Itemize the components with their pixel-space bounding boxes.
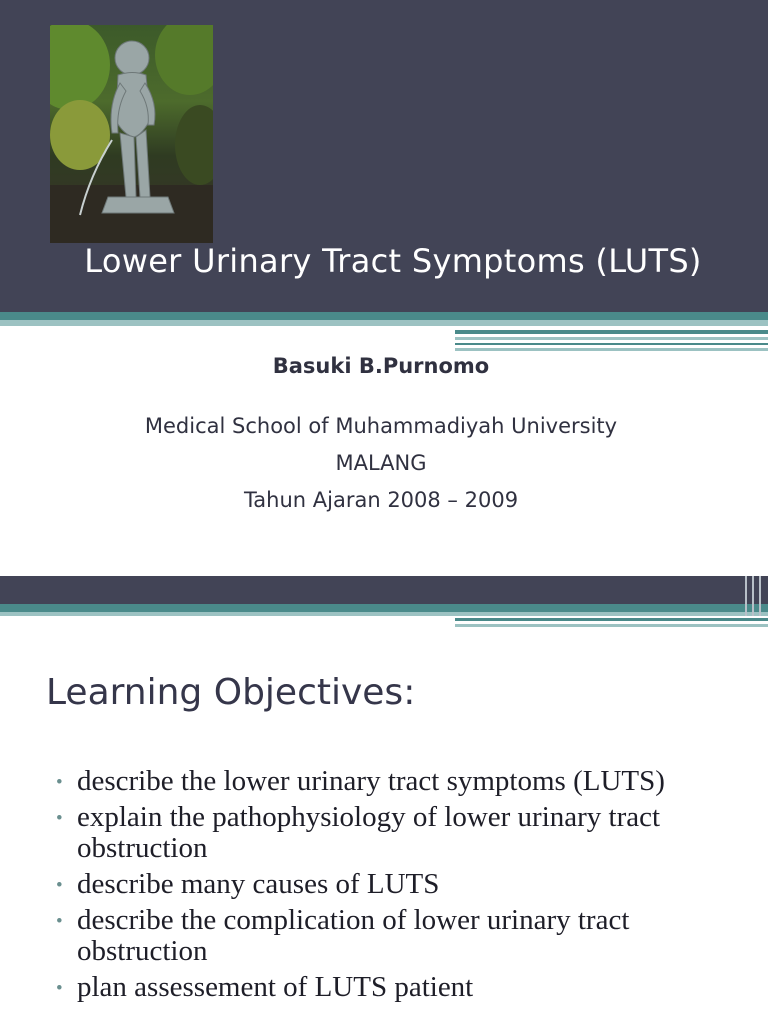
bullet-icon: • [56, 772, 63, 793]
decorative-stripe [455, 348, 768, 351]
list-item-text: plan assessement of LUTS patient [77, 971, 474, 1003]
institution-line: Medical School of Muhammadiyah University [144, 414, 618, 438]
list-item [56, 766, 736, 797]
decorative-stripe [0, 604, 768, 612]
objectives-title: Learning Objectives: [46, 672, 416, 713]
list-item [56, 972, 736, 1003]
list-item [56, 869, 736, 900]
list-item-text: describe the complication of lower urinary tract obstruction [77, 904, 630, 967]
author-name: Basuki B.Purnomo [272, 354, 490, 378]
list-item [56, 802, 736, 864]
decorative-stripe [455, 343, 768, 345]
list-item-text: describe many causes of LUTS [77, 868, 440, 900]
bullet-icon: • [56, 911, 63, 932]
bullet-icon: • [56, 875, 63, 896]
decorative-stripe [745, 576, 747, 616]
statue-photo [50, 25, 213, 243]
decorative-stripe [455, 337, 768, 340]
objectives-slide [0, 576, 768, 1024]
list-item [56, 905, 736, 967]
decorative-stripe [455, 618, 768, 621]
objectives-list [56, 766, 736, 1008]
bullet-icon: • [56, 978, 63, 999]
list-item-text: describe the lower urinary tract symptoms (LUTS) [77, 765, 665, 797]
objectives-header-band [0, 576, 768, 604]
institution-block [0, 408, 762, 519]
slide-title: Lower Urinary Tract Symptoms (LUTS) [84, 242, 702, 280]
list-item-text: explain the pathophysiology of lower urinary tract obstruction [77, 801, 661, 864]
decorative-stripe [752, 576, 754, 616]
bullet-icon: • [56, 808, 63, 829]
institution-line: MALANG [335, 451, 427, 475]
decorative-stripe [759, 576, 761, 616]
institution-line: Tahun Ajaran 2008 – 2009 [243, 488, 519, 512]
decorative-stripe [0, 312, 768, 320]
decorative-stripe [455, 330, 768, 334]
decorative-stripe [455, 624, 768, 627]
